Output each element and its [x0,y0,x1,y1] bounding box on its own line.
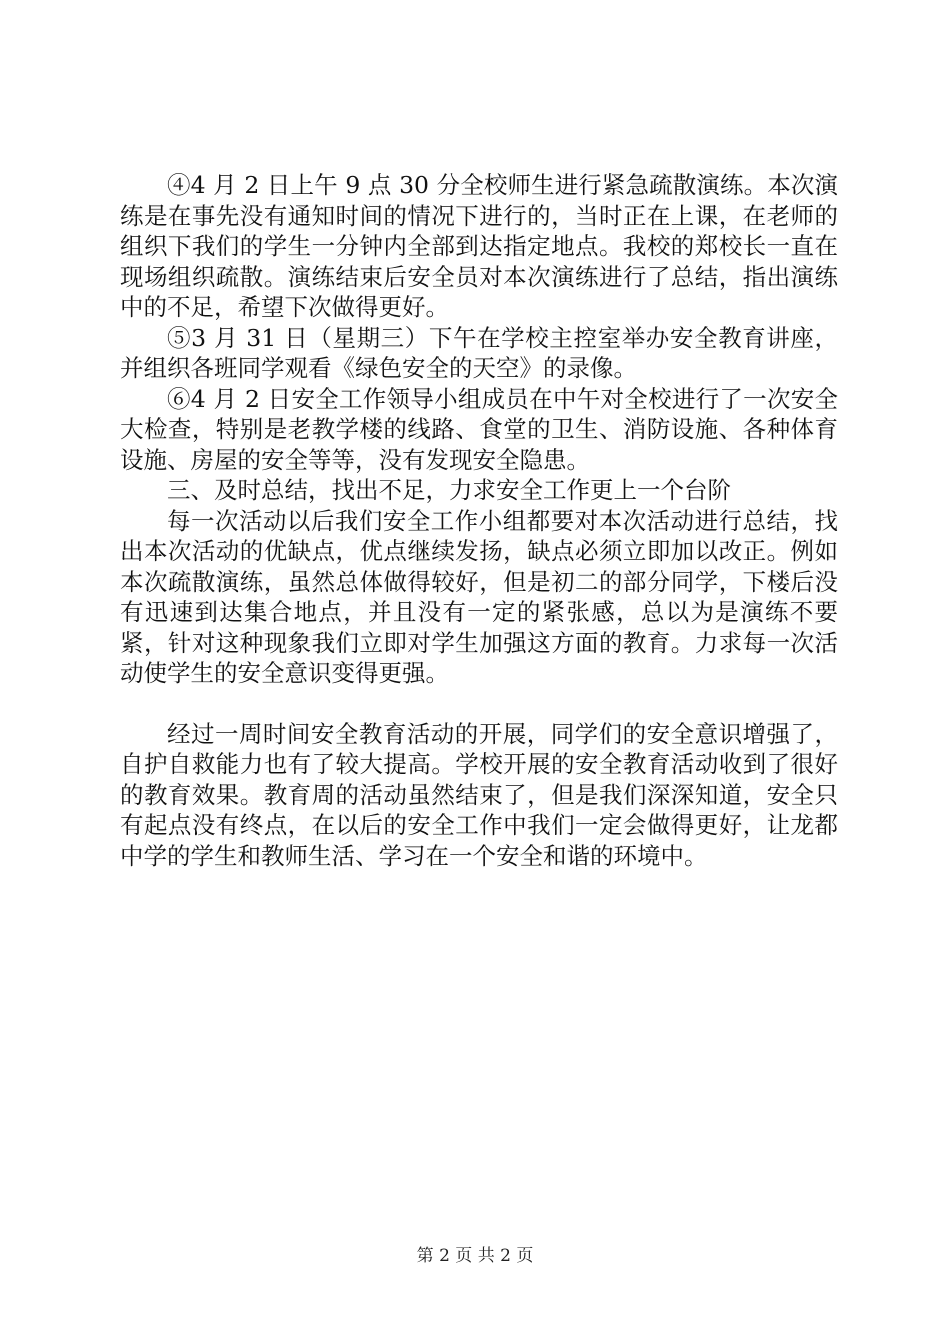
document-body [120,170,838,871]
paragraph-lecture: ⑤3 月 31 日（星期三）下午在学校主控室举办安全教育讲座，并组织各班同学观看《绿色安全的天空》的录像。 [120,323,838,382]
paragraph-spacer [120,689,838,719]
page-number-footer: 第 2 页 共 2 页 [416,1246,534,1266]
section-heading-summary: 三、及时总结，找出不足，力求安全工作更上一个台阶 [167,476,731,504]
paragraph-inspection: ⑥4 月 2 日安全工作领导小组成员在中午对全校进行了一次安全大检查，特别是老教学楼的线路、食堂的卫生、消防设施、各种体育设施、房屋的安全等等，没有发现安全隐患。 [120,384,838,474]
paragraph-summary: 每一次活动以后我们安全工作小组都要对本次活动进行总结，找出本次活动的优缺点，优点继续发扬，缺点必须立即加以改正。例如本次疏散演练，虽然总体做得较好，但是初二的部分同学，下楼后没有迅速到达集合地点，并且没有一定的紧张感，总以为是演练不要紧，针对这种现象我们立即对学生加强这方面的教育。力求每一次活动使学生的安全意识变得更强。 [120,506,838,687]
paragraph-conclusion: 经过一周时间安全教育活动的开展，同学们的安全意识增强了，自护自救能力也有了较大提高。学校开展的安全教育活动收到了很好的教育效果。教育周的活动虽然结束了，但是我们深深知道，安全只有起点没有终点，在以后的安全工作中我们一定会做得更好，让龙都中学的学生和教师生活、学习在一个安全和谐的环境中。 [120,719,838,870]
paragraph-drill: ④4 月 2 日上午 9 点 30 分全校师生进行紧急疏散演练。本次演练是在事先没有通知时间的情况下进行的，当时正在上课，在老师的组织下我们的学生一分钟内全部到达指定地点。我校的郑校长一直在现场组织疏散。演练结束后安全员对本次演练进行了总结，指出演练中的不足，希望下次做得更好。 [120,171,838,321]
